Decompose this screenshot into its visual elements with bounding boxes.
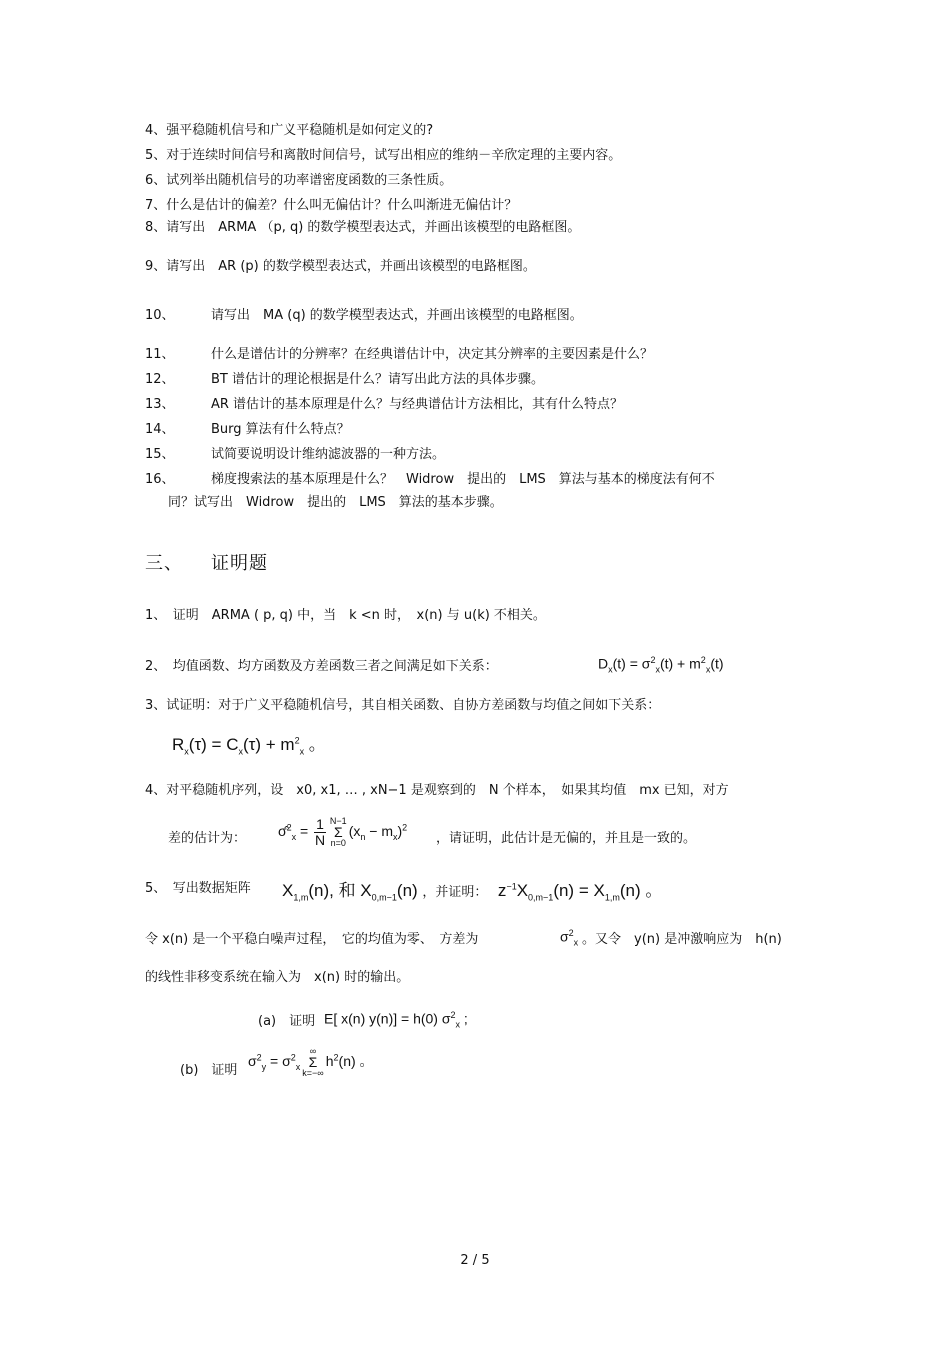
question-item: 14、 Burg 算法有什么特点？ [145, 422, 350, 437]
question-item: 16、 梯度搜索法的基本原理是什么？ Widrow 提出的 LMS 算法与基本的梯度法有何不 [145, 472, 715, 487]
proof-item-6b-label: (b) 证明 [180, 1063, 238, 1078]
proof-item-6a-label: (a) 证明 [258, 1014, 316, 1029]
formula-noise-variance: $\sigma^2_x$ [560, 928, 579, 948]
formula-variance-relation: $D_x(t) = \sigma^2_x(t) + m^2_x(t)$ [598, 655, 724, 675]
proof-item-6-line2: 的线性非移变系统在输入为 x(n) 时的输出。 [145, 970, 410, 985]
question-item: 11、 什么是谱估计的分辨率？在经典谱估计中，决定其分辨率的主要因素是什么？ [145, 347, 654, 362]
proof-item-4-suffix: ，请证明，此估计是无偏的，并且是一致的。 [436, 831, 697, 846]
formula-variance-estimate: σ̂$^2_x$ = $\frac{1}{N}$ N−1 Σ n=0 $(x_n - m_x)^2$ [278, 816, 408, 848]
question-item: 9、请写出 AR (p) 的数学模型表达式，并画出该模型的电路框图。 [145, 259, 536, 274]
question-item: 6、试列举出随机信号的功率谱密度函数的三条性质。 [145, 173, 453, 188]
formula-output-variance: $\sigma^2_y = \sigma^2_x$ ∞ Σ k=−∞ $h^2(n)$ 。 [248, 1046, 374, 1078]
proof-item-1: 1、 证明 ARMA ( p, q) 中，当 k <n 时， x(n) 与 u(k) 不相关。 [145, 608, 546, 623]
question-item-continuation: 同？试写出 Widrow 提出的 LMS 算法的基本步骤。 [168, 495, 503, 510]
question-item: 5、对于连续时间信号和离散时间信号，试写出相应的维纳－辛欣定理的主要内容。 [145, 148, 622, 163]
proof-item-5: 5、 写出数据矩阵 [145, 881, 251, 896]
question-item: 7、什么是估计的偏差？什么叫无偏估计？什么叫渐进无偏估计？ [145, 198, 518, 213]
question-item: 12、 BT 谱估计的理论根据是什么？请写出此方法的具体步骤。 [145, 372, 544, 387]
proof-item-2: 2、 均值函数、均方函数及方差函数三者之间满足如下关系： [145, 659, 498, 674]
formula-data-matrix: $X_{1,m}(n)$, 和 $X_{0,m-1}(n)$ ，并证明： $z^{-1}X_{0,m-1}(n) = X_{1,m}(n)$ 。 [282, 881, 663, 903]
page-number: 2 / 5 [460, 1253, 490, 1268]
question-item: 13、 AR 谱估计的基本原理是什么？与经典谱估计方法相比，其有什么特点？ [145, 397, 624, 412]
question-item: 4、强平稳随机信号和广义平稳随机是如何定义的? [145, 123, 434, 138]
question-item: 8、请写出 ARMA （p, q) 的数学模型表达式，并画出该模型的电路框图。 [145, 220, 581, 235]
formula-autocorrelation: $R_x(\tau) = C_x(\tau) + m^2_x$ 。 [172, 735, 326, 757]
proof-item-3: 3、试证明：对于广义平稳随机信号，其自相关函数、自协方差函数与均值之间如下关系： [145, 698, 661, 713]
question-item: 10、 请写出 MA (q) 的数学模型表达式，并画出该模型的电路框图。 [145, 308, 583, 323]
proof-item-4-prefix: 差的估计为： [168, 831, 247, 846]
formula-cross-correlation: E[ x(n) y(n)] = h(0) $\sigma^2_x$ ; [324, 1010, 468, 1030]
question-item: 15、 试简要说明设计维纳滤波器的一种方法。 [145, 447, 446, 462]
proof-item-4: 4、对平稳随机序列，设 x0, x1, … , xN−1 是观察到的 N 个样本， 如果其均值 mx 已知，对方 [145, 783, 729, 798]
proof-item-6-line1: 令 x(n) 是一个平稳白噪声过程， 它的均值为零、 方差为 [145, 932, 479, 947]
proof-item-6-line1b: 。又令 y(n) 是冲激响应为 h(n) [582, 932, 782, 947]
section-heading: 三、 证明题 [145, 553, 268, 574]
